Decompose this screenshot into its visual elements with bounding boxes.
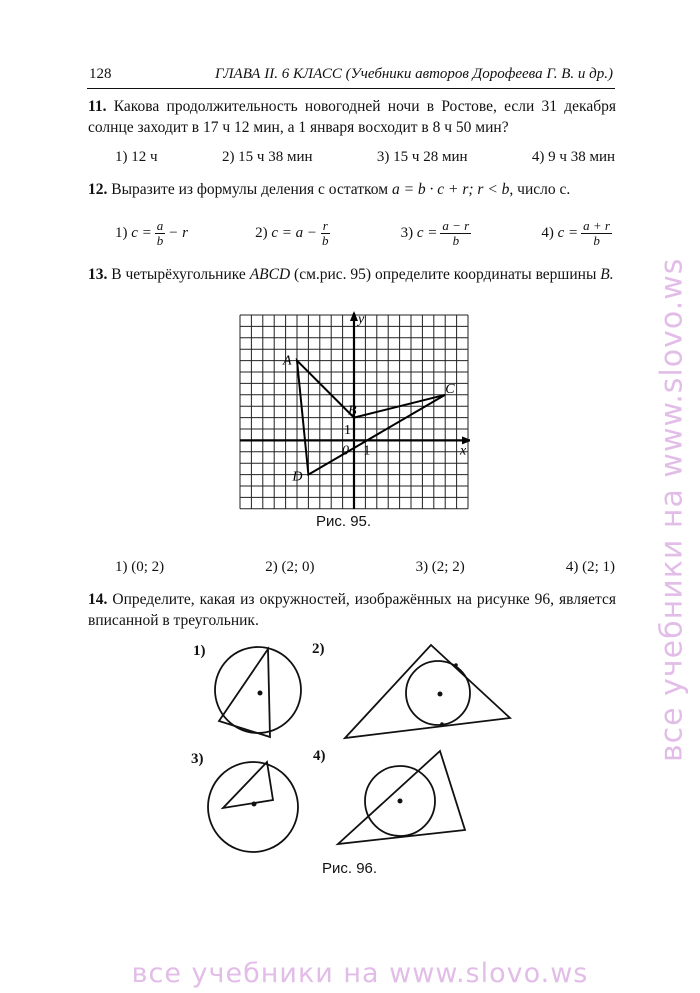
q13-quad: ABCD <box>249 266 291 283</box>
q13-option-1: 1) (0; 2) <box>115 559 165 575</box>
q12-option-3-num: a − r <box>442 217 470 233</box>
q13-text-end: (см.рис. 95) определите координаты вершины <box>294 266 597 283</box>
q13-option-4: 4) (2; 1) <box>565 559 615 575</box>
q12-option-2 <box>255 216 333 250</box>
q12-option-3-den: b <box>452 232 460 248</box>
q13-options <box>115 559 615 576</box>
q13-option-2: 2) (2; 0) <box>265 559 315 575</box>
figure-2-tangent-point <box>440 722 444 726</box>
q13-text-start: В четырёхугольнике <box>111 266 246 283</box>
vertex-a-label: A <box>283 353 292 369</box>
q12-formula: a = b · c + r; r < b, <box>391 181 514 198</box>
figure-label-2: 2) <box>312 641 325 657</box>
q12-number: 12. <box>88 181 108 198</box>
q12-text-end: число c. <box>517 181 571 198</box>
q12-option-3-lhs: c = <box>416 224 438 241</box>
q12-option-2-label: 2) <box>255 224 268 241</box>
q12-option-1-num: a <box>156 217 164 233</box>
unit-x-label: 1 <box>363 443 371 459</box>
figure-96-caption: Рис. 96. <box>322 860 378 877</box>
q12-option-2-num: r <box>322 217 328 233</box>
q12-option-4 <box>541 216 615 250</box>
side-watermark: все учебники на www.slovo.ws <box>654 257 690 763</box>
figure-3-center <box>252 802 257 807</box>
q11-number: 11. <box>88 98 107 115</box>
q14-text: Определите, какая из окружностей, изображённых на рисунке 96, является вписанной в треугольник. <box>88 591 617 629</box>
header-rule <box>87 88 615 89</box>
q13-vertex: B. <box>600 266 614 283</box>
vertex-d-label: D <box>292 469 303 485</box>
axis-y-label: y <box>358 312 365 327</box>
axis-x-label: x <box>460 443 467 459</box>
figure-1-circle <box>215 647 301 733</box>
q13-number: 13. <box>88 266 108 283</box>
question-11 <box>88 96 616 138</box>
unit-y-label: 1 <box>344 423 351 438</box>
figure-label-3: 3) <box>191 751 204 767</box>
vertex-b-label: B <box>348 403 357 419</box>
page-number: 128 <box>89 66 112 82</box>
q12-option-1-tail: − r <box>168 224 188 241</box>
vertex-c-label: C <box>445 381 455 397</box>
figure-label-4: 4) <box>313 748 326 764</box>
q12-option-2-den: b <box>322 232 329 248</box>
q12-option-3 <box>401 216 475 250</box>
y-axis-arrow <box>350 311 358 321</box>
bottom-watermark: все учебники на www.slovo.ws <box>131 958 589 989</box>
figure-96 <box>185 635 525 865</box>
q12-option-4-num: a + r <box>583 217 610 233</box>
chapter-title: ГЛАВА II. 6 КЛАСС (Учебники авторов Дорофеева Г. В. и др.) <box>215 66 613 82</box>
figure-4-triangle <box>338 751 465 844</box>
q12-option-1-den: b <box>156 232 164 248</box>
q11-text: Какова продолжительность новогодней ночи в Ростове, если 31 декабря солнце заходит в 17 ч 12 мин, а 1 января восходит в 8 ч 50 мин? <box>88 98 616 136</box>
q12-option-1-lhs: c = <box>131 224 152 241</box>
figure-4-center <box>398 799 403 804</box>
q12-option-1-label: 1) <box>115 224 128 241</box>
figure-95-caption: Рис. 95. <box>316 513 372 530</box>
q12-option-4-fraction <box>581 219 612 248</box>
q11-option-2: 2) 15 ч 38 мин <box>221 149 313 165</box>
figure-95 <box>230 305 470 515</box>
q11-option-3: 3) 15 ч 28 мин <box>376 149 468 165</box>
question-13 <box>88 264 616 285</box>
figure-1-center <box>258 691 263 696</box>
q13-option-3: 3) (2; 2) <box>415 559 465 575</box>
page-header <box>87 64 615 88</box>
q12-option-4-lhs: c = <box>557 224 579 241</box>
q14-number: 14. <box>88 591 108 608</box>
q12-option-3-label: 3) <box>400 224 414 241</box>
q12-option-2-lhs: c = a − <box>271 224 318 241</box>
question-14 <box>88 589 616 631</box>
q12-option-4-label: 4) <box>541 224 554 241</box>
figure-label-1: 1) <box>193 643 206 659</box>
q12-text: Выразите из формулы деления с остатком <box>111 181 389 198</box>
q11-option-4: 4) 9 ч 38 мин <box>531 149 615 165</box>
question-12 <box>88 179 616 200</box>
q12-option-1-fraction <box>155 219 166 248</box>
q12-option-4-den: b <box>593 232 600 248</box>
figure-2-tangent-point <box>454 663 458 667</box>
q12-option-2-fraction <box>320 219 331 248</box>
q12-options <box>115 216 615 250</box>
q11-options <box>115 149 615 166</box>
q11-option-1: 1) 12 ч <box>115 149 158 165</box>
origin-label: 0 <box>342 443 349 459</box>
figure-2-center <box>438 692 443 697</box>
q12-option-3-fraction <box>440 219 471 248</box>
q12-option-1 <box>115 216 188 250</box>
